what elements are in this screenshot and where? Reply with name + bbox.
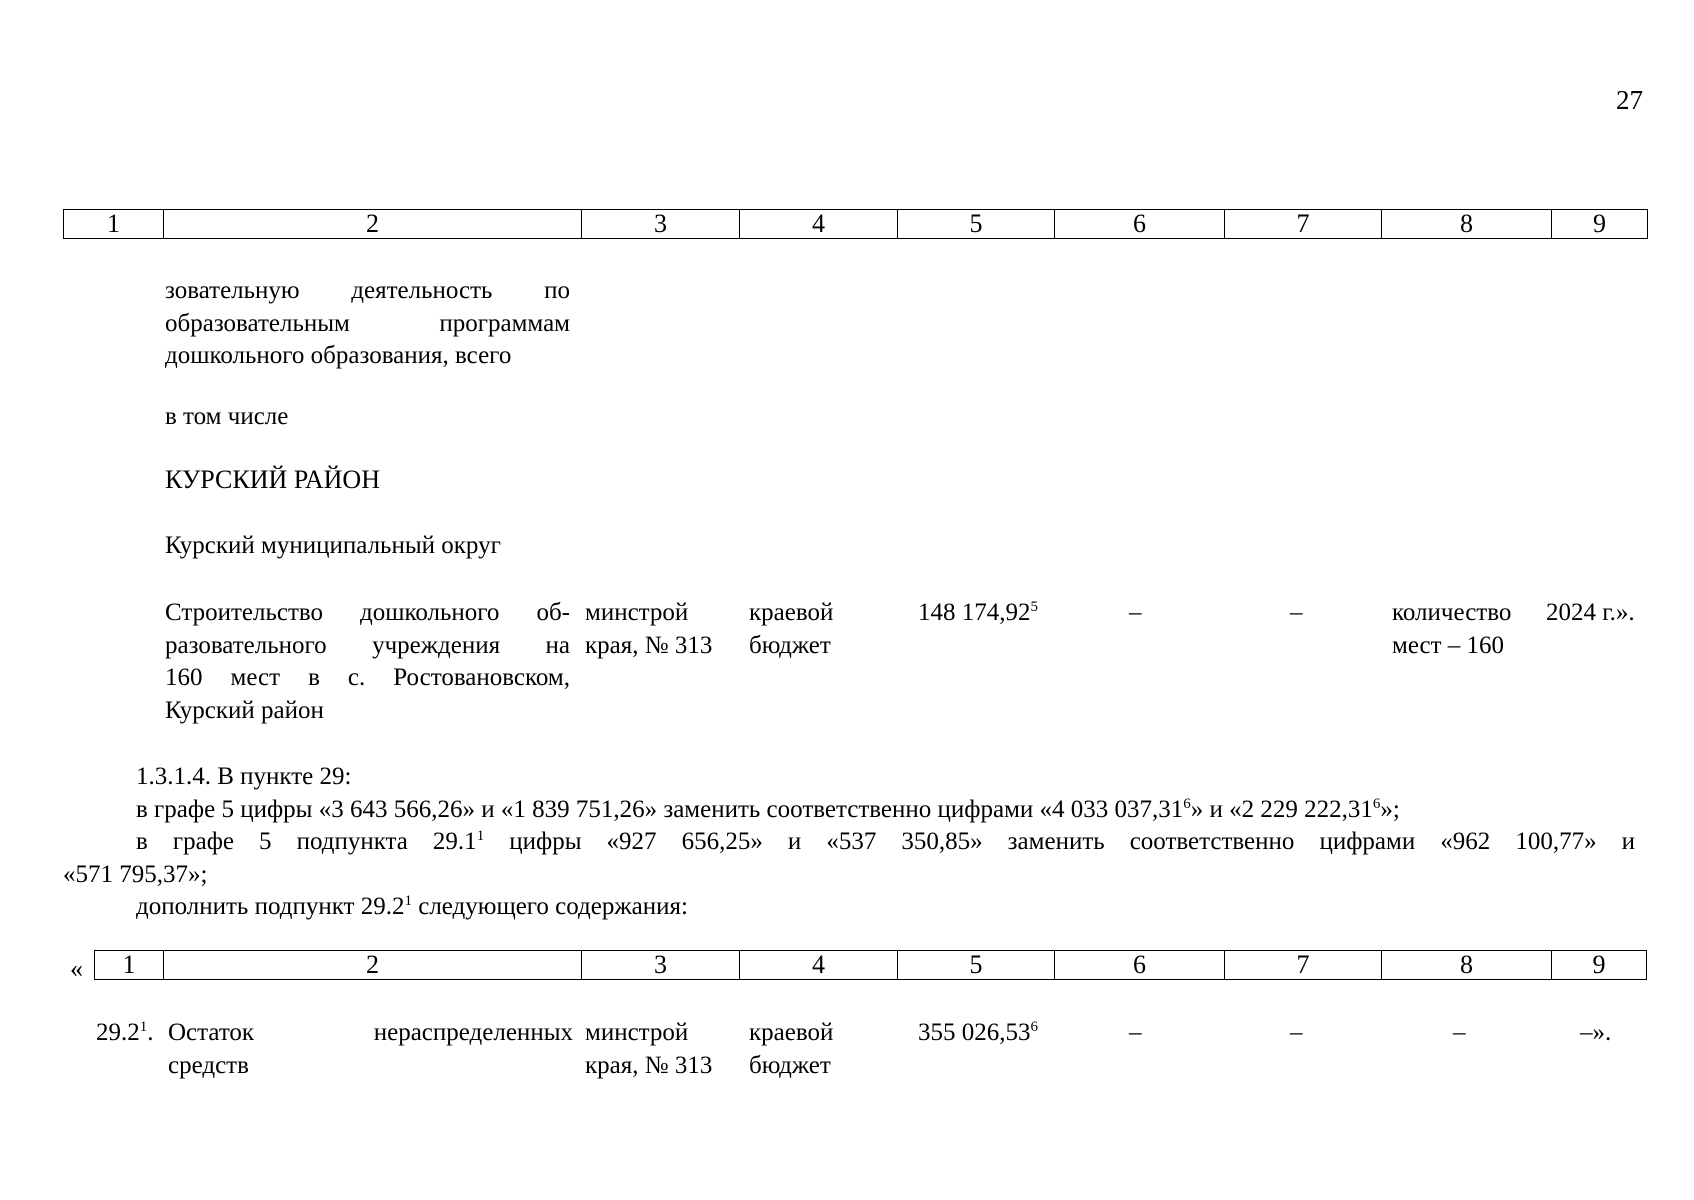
new-row-funding-source: краевой бюджет	[749, 1019, 834, 1079]
continued-row-name: зовательную деятельность по образовательным программам дошкольного образования, всего	[165, 277, 570, 369]
column-number: 6	[1055, 210, 1225, 239]
column-number: 8	[1382, 210, 1552, 239]
table-header-bottom	[94, 950, 1647, 980]
new-row-col7: –	[1290, 1019, 1303, 1046]
municipal-district-label: Курский муниципальный округ	[165, 532, 501, 559]
column-number: 9	[1552, 210, 1648, 239]
column-number: 8	[1382, 951, 1552, 980]
construction-executor: минстрой края, № 313	[585, 599, 713, 659]
table-header-top	[63, 209, 1648, 239]
column-number: 7	[1225, 951, 1382, 980]
new-row-number: 29.2$^1$.	[96, 1019, 154, 1046]
including-label: в том числе	[165, 403, 289, 430]
new-row-col6: –	[1129, 1019, 1142, 1046]
construction-object-name: Строительство дошкольного об- разовательного учреждения на 160 мест в с. Ростовановском, Курский район	[165, 599, 570, 724]
new-row-amount: 355 026,53$^6$	[918, 1019, 1038, 1046]
new-row-executor: минстрой края, № 313	[585, 1019, 713, 1079]
paragraph-line: дополнить подпункт 29.2$^1$ следующего содержания:	[136, 893, 688, 920]
paragraph-line: «571 795,37»;	[63, 860, 208, 888]
construction-funding-source: краевой бюджет	[749, 599, 834, 659]
column-number: 4	[740, 951, 898, 980]
column-number: 6	[1055, 951, 1225, 980]
construction-col6: –	[1129, 599, 1142, 626]
paragraph-line: в графе 5 цифры «3 643 566,26» и «1 839 751,26» заменить соответственно цифрами «4 033 037,31$^6$» и «2 229 222,31$^6$»;	[136, 795, 1400, 823]
construction-year: 2024 г.».	[1546, 599, 1635, 626]
column-number: 2	[164, 210, 582, 239]
paragraph-heading: 1.3.1.4. В пункте 29:	[136, 763, 352, 790]
column-number: 3	[582, 951, 740, 980]
page-number: 27	[1616, 85, 1643, 115]
new-row-name: Остаток нераспределенных средств	[168, 1019, 573, 1079]
column-number: 9	[1552, 951, 1647, 980]
construction-col7: –	[1290, 599, 1303, 626]
new-row-col9: –».	[1580, 1019, 1612, 1046]
column-number: 3	[582, 210, 740, 239]
column-number: 5	[898, 210, 1055, 239]
amendment-paragraph	[63, 761, 1635, 924]
construction-amount: 148 174,92$^5$	[918, 599, 1038, 626]
column-number: 1	[64, 210, 164, 239]
column-number: 4	[740, 210, 898, 239]
footnote-ref: 6	[1030, 1019, 1038, 1035]
column-number: 7	[1225, 210, 1382, 239]
column-number: 1	[95, 951, 164, 980]
footnote-ref: 5	[1030, 599, 1038, 615]
region-heading: КУРСКИЙ РАЙОН	[165, 465, 380, 494]
construction-indicator: количество мест – 160	[1392, 599, 1512, 659]
opening-quote: «	[70, 954, 83, 983]
paragraph-line: в графе 5 подпункта 29.1$^1$ цифры «927 656,25» и «537 350,85» заменить соответственно цифрами «962 100,77» и	[136, 828, 1635, 855]
column-number: 5	[898, 951, 1055, 980]
new-row-col8: –	[1453, 1019, 1466, 1046]
column-number: 2	[164, 951, 582, 980]
